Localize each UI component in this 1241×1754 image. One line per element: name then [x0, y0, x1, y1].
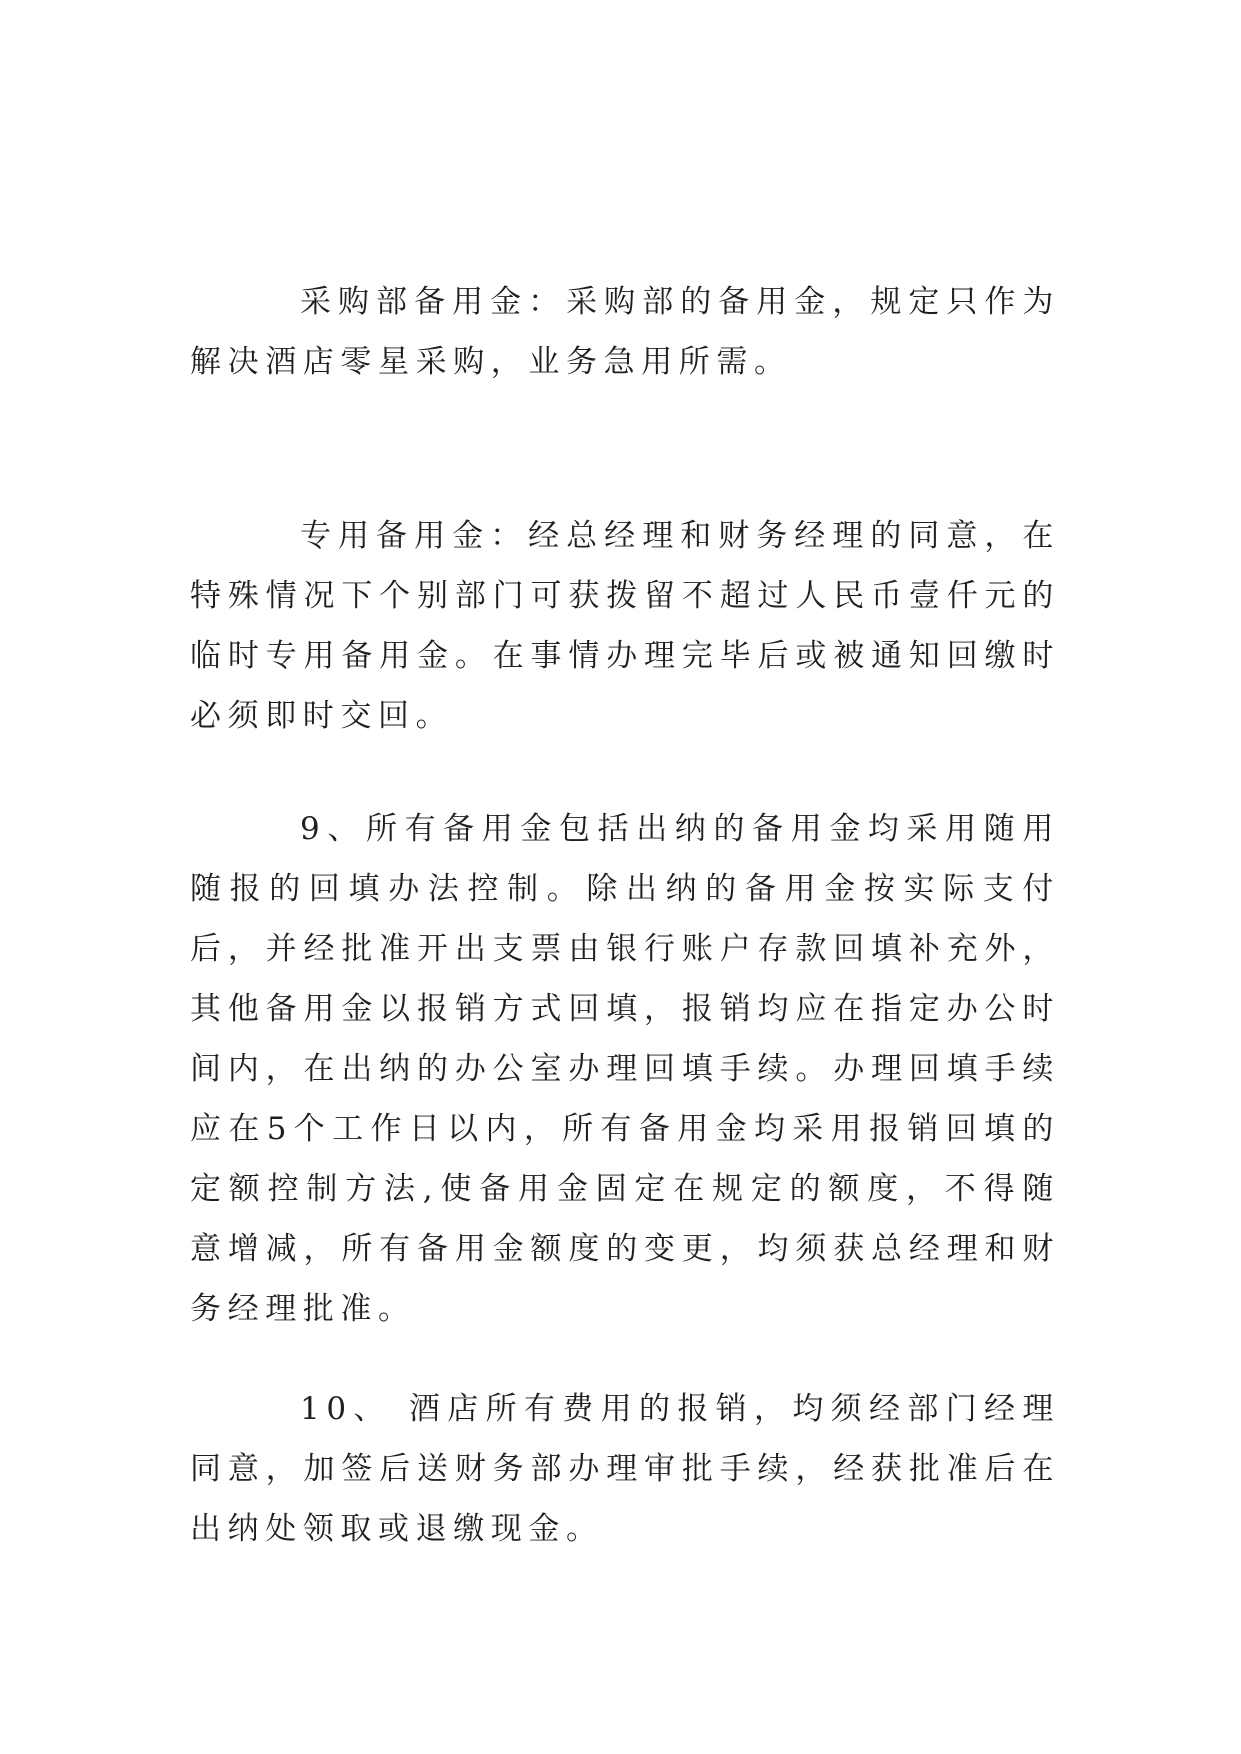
- paragraph-item-9: 9、所有备用金包括出纳的备用金均采用随用随报的回填办法控制。除出纳的备用金按实际支付后，并经批准开出支票由银行账户存款回填补充外，其他备用金以报销方式回填，报销均应在指定办公时间内，在出纳的办公室办理回填手续。办理回填手续应在5个工作日以内，所有备用金均采用报销回填的定额控制方法,使备用金固定在规定的额度，不得随意增减，所有备用金额度的变更，均须获总经理和财务经理批准。: [190, 811, 1060, 1327]
- paragraph-item-10: 10、 酒店所有费用的报销，均须经部门经理同意，加签后送财务部办理审批手续，经获批准后在出纳处领取或退缴现金。: [190, 1391, 1060, 1547]
- paragraph-special-petty-cash: 专用备用金：经总经理和财务经理的同意，在特殊情况下个别部门可获拨留不超过人民币壹仟元的临时专用备用金。在事情办理完毕后或被通知回缴时必须即时交回。: [190, 518, 1060, 734]
- paragraph-purchasing-petty-cash: 采购部备用金：采购部的备用金，规定只作为解决酒店零星采购，业务急用所需。: [190, 284, 1060, 380]
